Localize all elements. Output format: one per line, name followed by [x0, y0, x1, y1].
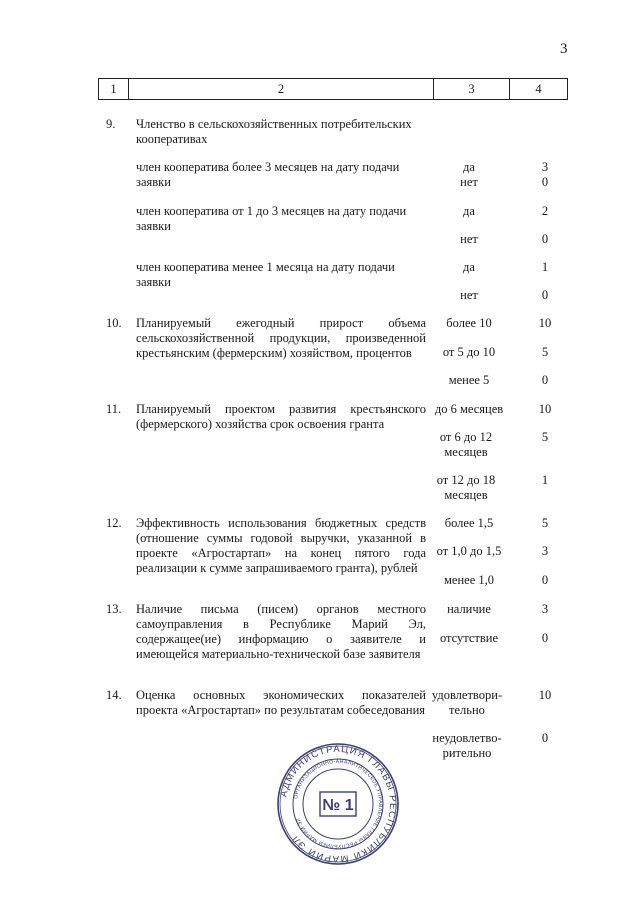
row-11-pts-3: 1 — [541, 473, 549, 487]
row-9-sub-1-pts-1: 3 — [541, 160, 549, 174]
row-13-pts-2: 0 — [541, 631, 549, 645]
row-12-pts-3: 0 — [541, 573, 549, 587]
row-14-number: 14. — [106, 688, 122, 702]
row-12-pts-2: 3 — [541, 544, 549, 558]
row-9-sub-3-pts-1: 1 — [541, 260, 549, 274]
row-9-sub-2-text: член кооператива от 1 до 3 месяцев на дату подачи заявки — [136, 204, 407, 233]
row-9-sub-3-text: член кооператива менее 1 месяца на дату подачи заявки — [136, 260, 395, 289]
header-col-2: 2 — [129, 79, 434, 99]
row-10-pts-3: 0 — [541, 373, 549, 387]
table-header — [98, 78, 568, 100]
row-9-sub-1-opt-2: нет — [460, 175, 478, 189]
row-11-opt-3: от 12 до 18 месяцев — [436, 473, 496, 502]
row-9-sub-2-pts-1: 2 — [541, 204, 549, 218]
official-seal — [276, 742, 400, 866]
seal-outer-text: АДМИНИСТРАЦИЯ ГЛАВЫ РЕСПУБЛИКИ МАРИЙ ЭЛ — [278, 743, 399, 865]
row-9-title: Членство в сельскохозяйственных потребительских кооперативах — [136, 117, 412, 146]
row-9-sub-3-opt-1: да — [463, 260, 475, 274]
row-11-pts-2: 5 — [541, 430, 549, 444]
row-10-pts-1: 10 — [538, 316, 552, 330]
header-col-1: 1 — [99, 79, 129, 99]
row-12-title: Эффективность использования бюджетных средств (отношение суммы годовой выручки, указанной в проекте «Агростартап» на конец пятого года реализации к сумме запрашиваемого гранта), рублей — [136, 516, 426, 575]
row-9-sub-1-opt-1: да — [463, 160, 475, 174]
row-11-title: Планируемый проектом развития крестьянского (фермерского) хозяйства срок освоения гранта — [136, 402, 426, 431]
row-12-number: 12. — [106, 516, 122, 530]
row-12-pts-1: 5 — [541, 516, 549, 530]
row-9-sub-1-pts-2: 0 — [541, 175, 549, 189]
row-11-opt-2: от 6 до 12 месяцев — [439, 430, 493, 459]
row-9-number: 9. — [106, 117, 116, 131]
row-11-pts-1: 10 — [538, 402, 552, 416]
row-9-sub-3-opt-2: нет — [460, 288, 478, 302]
row-10-opt-3: менее 5 — [448, 373, 490, 387]
row-11-opt-1: до 6 месяцев — [434, 402, 504, 416]
row-14-pts-2: 0 — [541, 731, 549, 745]
row-13-pts-1: 3 — [541, 602, 549, 616]
row-13-title: Наличие письма (писем) органов местного самоуправления в Республике Марий Эл, содержащее(ие) информацию о заявителе и имеющейся материально-технической базе заявителя — [136, 602, 426, 661]
row-11-number: 11. — [106, 402, 122, 416]
header-col-4: 4 — [535, 81, 542, 96]
row-13-opt-2: отсутствие — [439, 631, 499, 645]
row-10-pts-2: 5 — [541, 345, 549, 359]
row-9-sub-2-opt-1: да — [463, 204, 475, 218]
row-10-opt-1: более 10 — [446, 316, 492, 330]
row-12-opt-2: от 1,0 до 1,5 — [436, 544, 502, 558]
row-9-sub-1-text: член кооператива более 3 месяцев на дату подачи заявки — [136, 160, 400, 189]
row-14-opt-1: удовлетвори-тельно — [431, 688, 503, 717]
row-9-sub-2-opt-2: нет — [460, 232, 478, 246]
seal-center-number: № 1 — [322, 797, 354, 814]
row-14-opt-2: неудовлетво-рительно — [432, 731, 502, 760]
row-14-title: Оценка основных экономических показателей проекта «Агростартап» по результатам собеседования — [136, 688, 426, 717]
header-col-3: 3 — [434, 79, 510, 99]
page-number: 3 — [560, 41, 568, 57]
row-9-sub-2-pts-2: 0 — [541, 232, 549, 246]
row-9-sub-3-pts-2: 0 — [541, 288, 549, 302]
row-10-number: 10. — [106, 316, 122, 330]
row-12-opt-3: менее 1,0 — [444, 573, 494, 587]
row-12-opt-1: более 1,5 — [444, 516, 494, 530]
row-13-opt-1: наличие — [447, 602, 491, 616]
row-13-number: 13. — [106, 602, 122, 616]
seal-inner-text: ОРГАНИЗАЦИОННО-АНАЛИТИЧЕСКОЕ УПРАВЛЕНИЕ ГЛАВЫ РЕСПУБЛИКИ МАРИЙ ЭЛ — [293, 758, 384, 850]
row-10-opt-2: от 5 до 10 — [442, 345, 496, 359]
row-10-title: Планируемый ежегодный прирост объема сельскохозяйственной продукции, произведенной крестьянским (фермерским) хозяйством, процентов — [136, 316, 426, 360]
row-14-pts-1: 10 — [538, 688, 552, 702]
